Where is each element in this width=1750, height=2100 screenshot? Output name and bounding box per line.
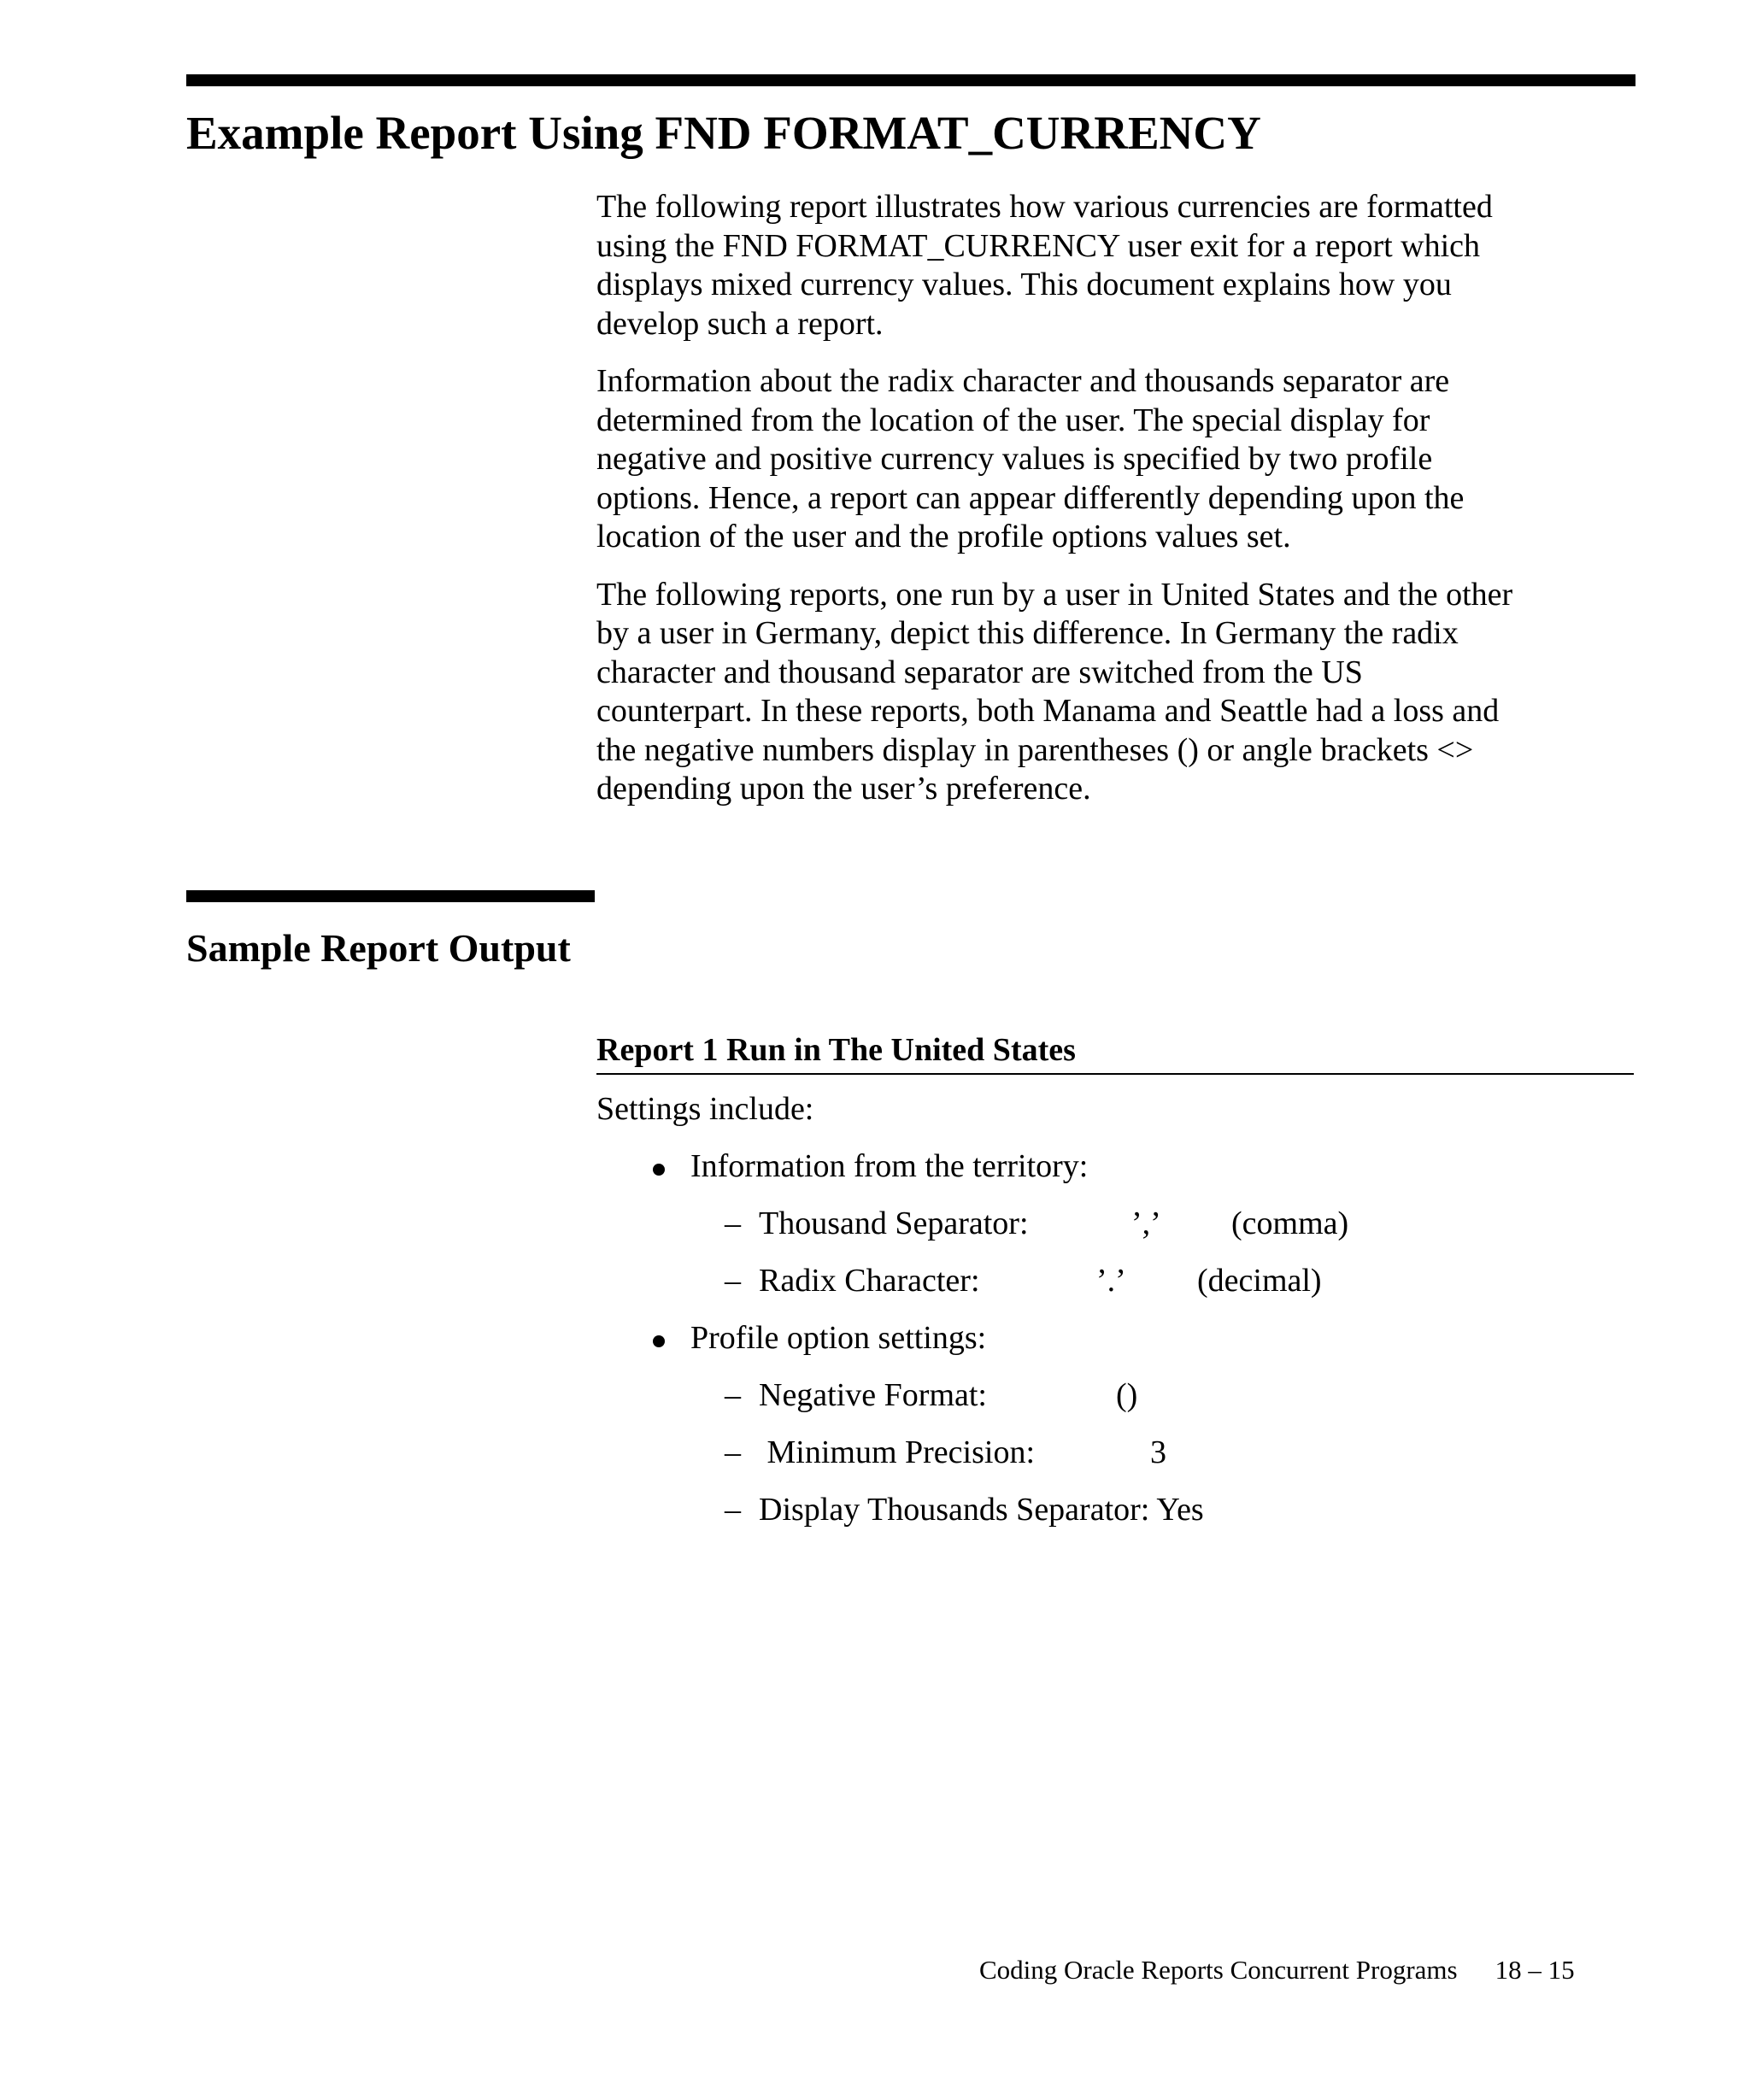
- setting-value: (): [1116, 1377, 1138, 1413]
- intro-text: [596, 188, 1639, 828]
- setting-note: (comma): [1231, 1205, 1349, 1241]
- minimum-precision-item: [596, 1434, 1348, 1472]
- setting-note: (decimal): [1197, 1263, 1322, 1299]
- setting-value: ’.’: [1096, 1263, 1126, 1299]
- setting-label: Radix Character:: [759, 1263, 980, 1299]
- setting-value: 3: [1150, 1434, 1166, 1470]
- footer-text: Coding Oracle Reports Concurrent Programs: [979, 1955, 1458, 1985]
- settings-label: Settings include:: [596, 1091, 814, 1127]
- paragraph: The following reports, one run by a user in United States and the other by a user in Germany, depict this difference. In Germany the radix character and thousand separator are switched from the US counterpart. In these reports, both Manama and Seattle had a loss and the negative numbers display in parentheses () or angle brackets <> depending upon the user’s preference.: [596, 576, 1513, 807]
- thousand-separator-item: [596, 1205, 1348, 1243]
- report-heading: Report 1 Run in The United States: [596, 1029, 1634, 1075]
- sample-output-title: Sample Report Output: [186, 926, 571, 970]
- dash-icon: –: [725, 1377, 741, 1413]
- profile-item: [596, 1319, 1348, 1529]
- setting-label: Negative Format:: [759, 1377, 987, 1413]
- radix-character-item: [596, 1262, 1348, 1300]
- setting-label: Thousand Separator:: [759, 1205, 1029, 1241]
- dash-icon: –: [725, 1492, 741, 1528]
- page-footer: [979, 1953, 1575, 1987]
- settings-block: [596, 1090, 1348, 1529]
- territory-label: Information from the territory:: [690, 1148, 1089, 1184]
- dash-icon: –: [725, 1263, 741, 1299]
- section-title: Example Report Using FND FORMAT_CURRENCY: [186, 107, 1261, 159]
- dash-icon: –: [725, 1434, 741, 1470]
- top-rule: [186, 74, 1635, 86]
- profile-label: Profile option settings:: [690, 1320, 987, 1356]
- setting-value: ’,’: [1131, 1205, 1161, 1241]
- section-rule: [186, 890, 595, 902]
- setting-label: Display Thousands Separator: Yes: [759, 1492, 1204, 1528]
- negative-format-item: [596, 1376, 1348, 1415]
- territory-item: [596, 1147, 1348, 1300]
- setting-label: Minimum Precision:: [759, 1434, 1035, 1470]
- paragraph: Information about the radix character and thousands separator are determined from the location of the user. The special display for negative and positive currency values is specified by two profile options. Hence, a report can appear differently depending upon the location of the user and the profile options values set.: [596, 363, 1465, 554]
- paragraph: The following report illustrates how various currencies are formatted using the FND FORMAT_CURRENCY user exit for a report which displays mixed currency values. This document explains how you develop such a report.: [596, 189, 1493, 342]
- settings-list: [596, 1147, 1348, 1529]
- dash-icon: –: [725, 1205, 741, 1241]
- display-thousands-item: [596, 1491, 1348, 1529]
- territory-sublist: [690, 1205, 1348, 1300]
- page-number: 18 – 15: [1495, 1955, 1575, 1985]
- bullet-icon: [653, 1164, 665, 1176]
- bullet-icon: [653, 1335, 665, 1347]
- profile-sublist: [690, 1376, 1348, 1529]
